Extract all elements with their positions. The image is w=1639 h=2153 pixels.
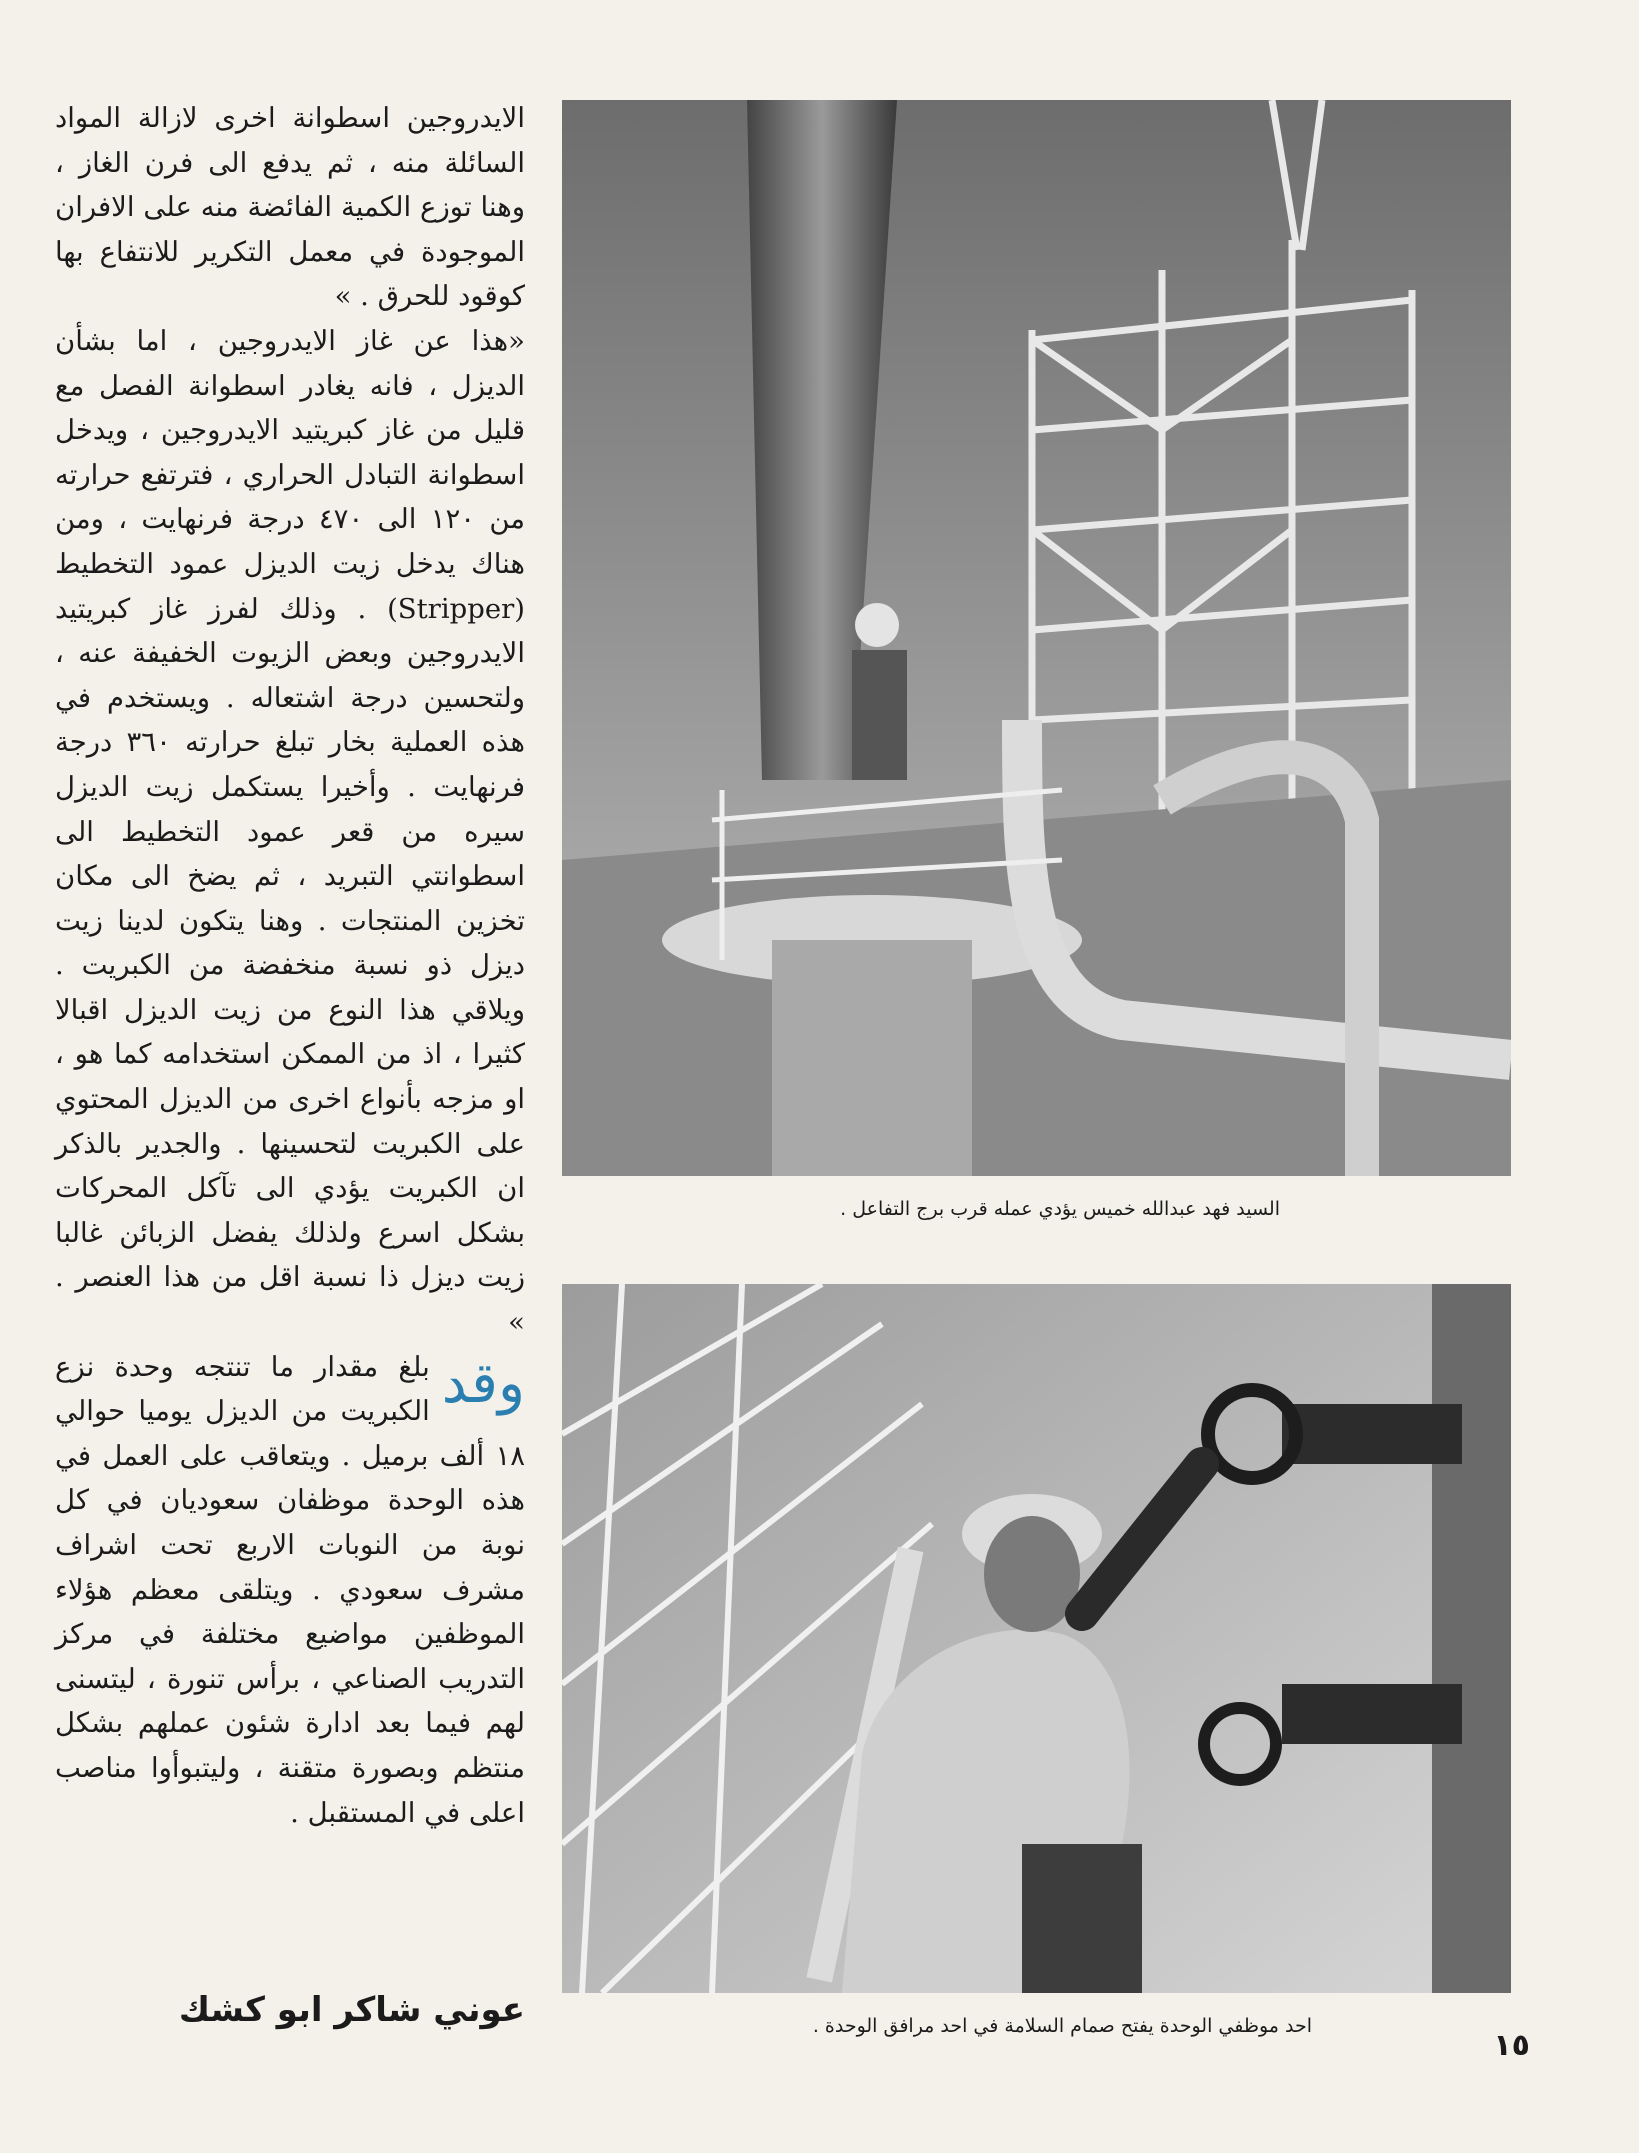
safety-valve-illustration bbox=[562, 1284, 1511, 1993]
photo-safety-valve bbox=[562, 1284, 1511, 1993]
photo-caption-1: السيد فهد عبدالله خميس يؤدي عمله قرب برج التفاعل . bbox=[840, 1198, 1280, 1220]
page-number: ١٥ bbox=[1493, 2028, 1530, 2063]
author-name: عوني شاكر ابو كشك bbox=[178, 1990, 525, 2030]
article-paragraph-3: بلغ مقدار ما تنتجه وحدة نزع الكبريت من الديزل يوميا حوالي ١٨ ألف برميل . ويتعاقب على العمل في هذه الوحدة موظفان سعوديان في كل نوبة من النوبات الاربع تحت اشراف مشرف سعودي . ويتلقى معظم هؤلاء الموظفين مواضيع مختلفة في مركز التدريب الصناعي ، برأس تنورة ، ليتسنى لهم فيما بعد ادارة شئون عملهم بشكل منتظم وبصورة متقنة ، وليتبوأوا مناصب اعلى في المستقبل . bbox=[55, 1350, 525, 1829]
article-text-column bbox=[55, 96, 525, 1835]
article-paragraph-2: «هذا عن غاز الايدروجين ، اما بشأن الديزل ، فانه يغادر اسطوانة الفصل مع قليل من غاز كبريتيد الايدروجين ، ويدخل اسطوانة التبادل الحراري ، فترتفع حرارته من ١٢٠ الى ٤٧٠ درجة فرنهايت ، ومن هناك يدخل زيت الديزل عمود التخطيط (Stripper) . وذلك لفرز غاز كبريتيد الايدروجين وبعض الزيوت الخفيفة عنه ، ولتحسين درجة اشتعاله . ويستخدم في هذه العملية بخار تبلغ حرارته ٣٦٠ درجة فرنهايت . وأخيرا يستكمل زيت الديزل سيره من قعر عمود التخطيط الى اسطوانتي التبريد ، ثم يضخ الى مكان تخزين المنتجات . وهنا يتكون لدينا زيت ديزل ذو نسبة منخفضة من الكبريت . ويلاقي هذا النوع من زيت الديزل اقبالا كثيرا ، اذ من الممكن استخدامه كما هو ، او مزجه بأنواع اخرى من الديزل المحتوي على الكبريت لتحسينها . والجدير بالذكر ان الكبريت يؤدي الى تآكل المحركات بشكل اسرع ولذلك يفضل الزبائن غالبا زيت ديزل ذا نسبة اقل من هذا العنصر . » bbox=[55, 324, 525, 1339]
photo-reactor-tower bbox=[562, 100, 1511, 1176]
dropcap-word: وقد bbox=[441, 1350, 525, 1416]
article-paragraph-1: الايدروجين اسطوانة اخرى لازالة المواد السائلة منه ، ثم يدفع الى فرن الغاز ، وهنا توزع الكمية الفائضة منه على الافران الموجودة في معمل التكرير للانتفاع بها كوقود للحرق . » bbox=[55, 102, 525, 313]
article-paragraph-3-block bbox=[55, 1345, 525, 1836]
photo-caption-2: احد موظفي الوحدة يفتح صمام السلامة في احد مرافق الوحدة . bbox=[812, 2015, 1312, 2037]
reactor-tower-illustration bbox=[562, 100, 1511, 1176]
